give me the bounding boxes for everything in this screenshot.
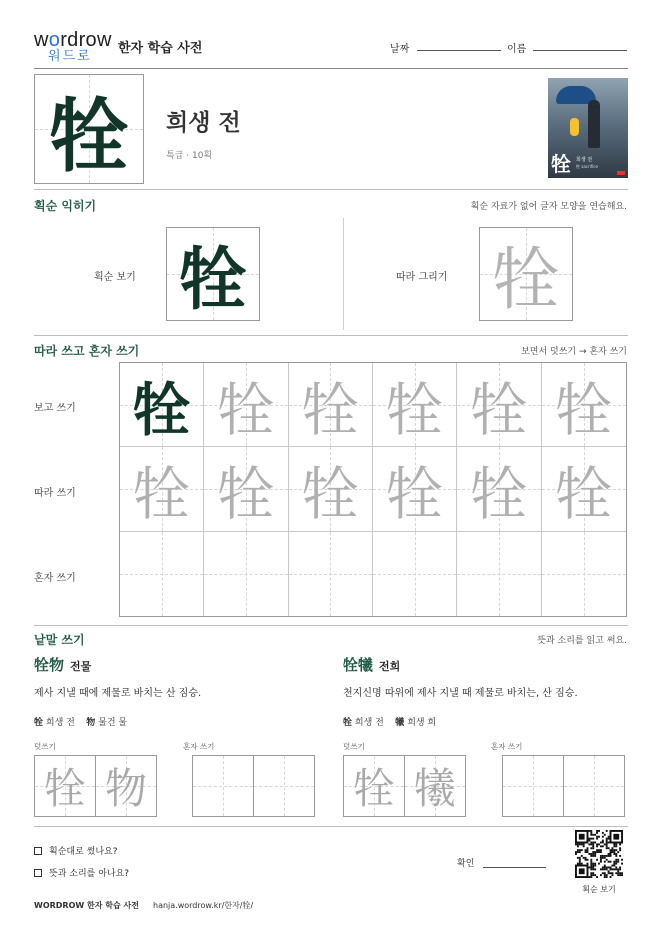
stroke-trace-label: 따라 그리기	[396, 272, 448, 283]
word-1-reading: 전물	[70, 660, 92, 673]
word-2-trace-char-2: 犧	[413, 764, 456, 813]
word-2-parts	[343, 715, 436, 728]
practice-cell	[289, 532, 373, 616]
word-1-trace-char-2: 物	[104, 764, 147, 813]
word-1-part-2-label: 물건 물	[98, 718, 128, 728]
stroke-section-title: 획순 익히기	[34, 199, 97, 213]
image-character: 牷	[551, 152, 571, 176]
practice-cell	[204, 447, 288, 531]
practice-cell	[542, 363, 626, 447]
word-1-trace-char-1: 牷	[43, 764, 86, 813]
word-1-free-label: 혼자 쓰기	[183, 742, 215, 751]
practice-cell	[289, 363, 373, 447]
practice-cell	[373, 532, 457, 616]
row-label-free: 혼자 쓰기	[34, 573, 76, 584]
practice-divider	[34, 625, 628, 626]
confirm-sign-line	[483, 867, 546, 868]
stroke-column-separator	[343, 218, 344, 330]
row-label-look: 보고 쓰기	[34, 403, 76, 414]
adult-figure	[588, 100, 600, 148]
word-1-free-box-2	[253, 755, 315, 817]
word-1-parts	[34, 715, 127, 728]
word-1-part-2-char: 物	[86, 718, 96, 728]
practice-cell	[542, 532, 626, 616]
hero-meta: 특급 · 10획	[166, 151, 213, 161]
word-2-trace-box-2	[404, 755, 466, 817]
practice-character: 牷	[385, 460, 444, 528]
child-figure	[570, 118, 579, 136]
checkbox-meaning-sound-label: 뜻과 소리를 아나요?	[49, 869, 130, 879]
words-section-note: 뜻과 소리를 읽고 써요.	[537, 636, 627, 646]
confirm-label: 확인	[457, 859, 475, 869]
date-label: 날짜	[390, 44, 410, 55]
words-section-title: 낱말 쓰기	[34, 633, 85, 647]
practice-character: 牷	[554, 375, 613, 444]
wordrow-logo[interactable]	[34, 30, 114, 66]
practice-cell	[457, 532, 541, 616]
word-2-meaning: 천지신명 따위에 제사 지낼 때 제물로 바치는, 산 짐승.	[343, 688, 578, 699]
word-1-trace-box-2	[95, 755, 157, 817]
stroke-divider	[34, 335, 628, 336]
stroke-view-character: 牷	[178, 239, 247, 320]
illustration-image	[548, 78, 628, 178]
qr-code-icon[interactable]	[575, 830, 623, 878]
practice-cell	[457, 363, 541, 447]
word-1-heading	[34, 654, 91, 675]
practice-cell	[373, 447, 457, 531]
practice-section-note: 보면서 덧쓰기 → 혼자 쓰기	[521, 347, 627, 357]
word-2-trace-box-1	[343, 755, 405, 817]
word-2-free-box-2	[563, 755, 625, 817]
logo-korean: 워드로	[48, 49, 92, 64]
practice-cell	[204, 532, 288, 616]
practice-character: 牷	[216, 375, 275, 444]
word-2-part-2-label: 희생 희	[407, 718, 437, 728]
practice-character: 牷	[132, 460, 191, 528]
practice-cell	[542, 447, 626, 531]
practice-character: 牷	[301, 460, 360, 528]
practice-character: 牷	[469, 375, 528, 444]
practice-character: 牷	[132, 375, 191, 444]
stroke-trace-character: 牷	[491, 240, 560, 320]
word-1-hanja: 牷物	[34, 656, 65, 674]
hero-character-box	[34, 74, 144, 184]
practice-cell	[120, 363, 204, 447]
practice-character: 牷	[469, 460, 528, 528]
word-2-heading	[343, 654, 400, 675]
word-2-part-1-char: 牷	[343, 718, 353, 728]
word-2-part-1-label: 희생 전	[354, 718, 384, 728]
stroke-view-box	[166, 227, 260, 321]
checkbox-icon[interactable]	[34, 869, 42, 877]
practice-character: 牷	[385, 375, 444, 444]
practice-cell	[120, 447, 204, 531]
checkbox-meaning-sound[interactable]	[34, 866, 129, 879]
word-1-part-1-char: 牷	[34, 718, 44, 728]
hero-character: 牷	[49, 88, 129, 183]
name-label: 이름	[507, 44, 527, 55]
practice-cell	[373, 363, 457, 447]
word-2-free-label: 혼자 쓰기	[491, 742, 523, 751]
qr-label: 획순 보기	[582, 885, 616, 894]
footer-brand: WORDROW 한자 학습 사전	[34, 901, 139, 910]
logo-wordmark: wordrow	[34, 29, 112, 51]
word-2-hanja: 牷犧	[343, 656, 374, 674]
word-2-reading: 전희	[379, 660, 401, 673]
word-1-trace-box-1	[34, 755, 96, 817]
checkbox-icon[interactable]	[34, 847, 42, 855]
row-label-trace: 따라 쓰기	[34, 488, 76, 499]
checkbox-stroke-order-label: 획순대로 썼나요?	[49, 847, 118, 857]
word-2-part-2-char: 犧	[395, 718, 405, 728]
name-write-line	[533, 50, 627, 51]
stroke-view-label: 획순 보기	[94, 272, 136, 283]
word-1-free-box-1	[192, 755, 254, 817]
practice-character: 牷	[554, 460, 613, 528]
word-1-meaning: 제사 지낼 때에 제물로 바치는 산 짐승.	[34, 688, 202, 699]
practice-section-title: 따라 쓰고 혼자 쓰기	[34, 344, 140, 358]
image-caption: 희생 전	[576, 157, 593, 163]
date-write-line	[417, 50, 501, 51]
hero-reading: 희생 전	[166, 110, 241, 136]
words-divider	[34, 826, 628, 827]
practice-character: 牷	[301, 375, 360, 444]
stroke-trace-box	[479, 227, 573, 321]
practice-cell	[457, 447, 541, 531]
header-divider	[34, 68, 628, 69]
word-1-trace-label: 덧쓰기	[34, 742, 56, 751]
image-badge	[617, 171, 625, 175]
word-1-part-1-label: 희생 전	[45, 718, 75, 728]
practice-cell	[204, 363, 288, 447]
practice-cell	[120, 532, 204, 616]
word-2-free-box-1	[502, 755, 564, 817]
practice-cell	[289, 447, 373, 531]
checkbox-stroke-order[interactable]	[34, 844, 118, 857]
practice-grid	[119, 362, 627, 617]
app-title: 한자 학습 사전	[118, 41, 203, 56]
image-subcaption: 牲 sacrifice	[576, 164, 598, 169]
practice-character: 牷	[216, 460, 275, 528]
word-2-trace-label: 덧쓰기	[343, 742, 365, 751]
stroke-section-note: 획순 자료가 없어 글자 모양을 연습해요.	[470, 202, 627, 212]
hero-divider	[34, 189, 628, 190]
word-2-trace-char-1: 牷	[352, 764, 395, 813]
footer-url[interactable]: hanja.wordrow.kr/한자/牷/	[153, 901, 254, 910]
